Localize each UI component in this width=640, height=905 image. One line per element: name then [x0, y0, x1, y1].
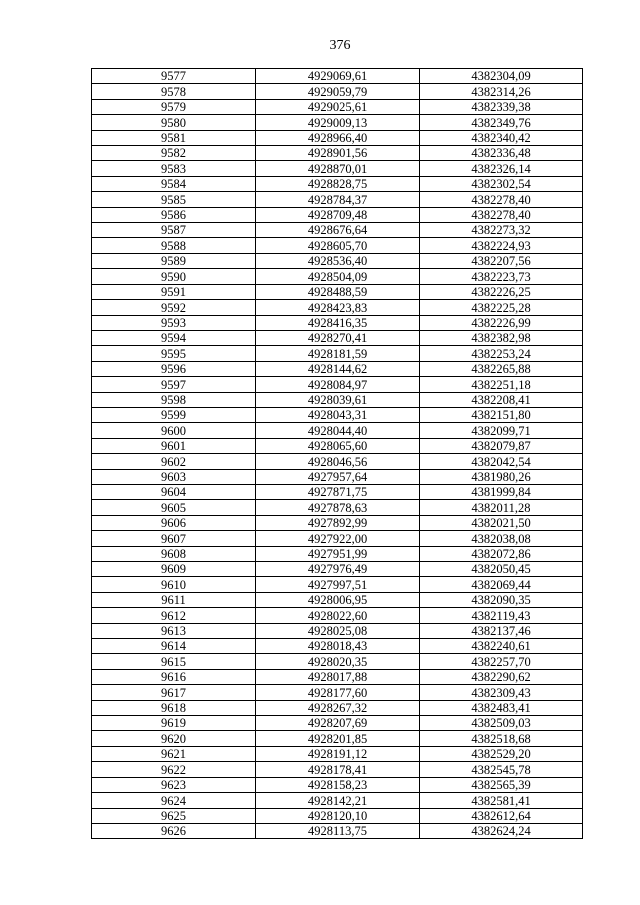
x-coordinate-cell: 4927871,75 [256, 484, 420, 499]
table-row [92, 269, 583, 284]
x-coordinate-cell: 4928270,41 [256, 330, 420, 345]
x-coordinate-cell: 4928504,09 [256, 269, 420, 284]
table-row [92, 407, 583, 422]
point-number-cell: 9582 [92, 146, 256, 161]
y-coordinate-cell: 4382581,41 [420, 793, 583, 808]
point-number-cell: 9595 [92, 346, 256, 361]
y-coordinate-cell: 4382011,28 [420, 500, 583, 515]
y-coordinate-cell: 4382339,38 [420, 99, 583, 114]
point-number-cell: 9603 [92, 469, 256, 484]
x-coordinate-cell: 4928870,01 [256, 161, 420, 176]
y-coordinate-cell: 4382042,54 [420, 454, 583, 469]
table-row [92, 700, 583, 715]
point-number-cell: 9598 [92, 392, 256, 407]
y-coordinate-cell: 4382336,48 [420, 146, 583, 161]
y-coordinate-cell: 4382304,09 [420, 69, 583, 84]
table-row [92, 793, 583, 808]
point-number-cell: 9626 [92, 823, 256, 838]
point-number-cell: 9609 [92, 562, 256, 577]
x-coordinate-cell: 4927951,99 [256, 546, 420, 561]
x-coordinate-cell: 4928113,75 [256, 823, 420, 838]
point-number-cell: 9600 [92, 423, 256, 438]
y-coordinate-cell: 4382137,46 [420, 623, 583, 638]
y-coordinate-cell: 4382021,50 [420, 515, 583, 530]
y-coordinate-cell: 4382223,73 [420, 269, 583, 284]
y-coordinate-cell: 4382545,78 [420, 762, 583, 777]
x-coordinate-cell: 4928536,40 [256, 253, 420, 268]
point-number-cell: 9623 [92, 777, 256, 792]
table-row [92, 808, 583, 823]
point-number-cell: 9579 [92, 99, 256, 114]
x-coordinate-cell: 4927997,51 [256, 577, 420, 592]
table-row [92, 592, 583, 607]
table-row [92, 484, 583, 499]
table-row [92, 777, 583, 792]
x-coordinate-cell: 4928006,95 [256, 592, 420, 607]
point-number-cell: 9610 [92, 577, 256, 592]
y-coordinate-cell: 4381999,84 [420, 484, 583, 499]
y-coordinate-cell: 4382309,43 [420, 685, 583, 700]
table-row [92, 731, 583, 746]
x-coordinate-cell: 4928177,60 [256, 685, 420, 700]
y-coordinate-cell: 4382090,35 [420, 592, 583, 607]
x-coordinate-cell: 4927892,99 [256, 515, 420, 530]
table-row [92, 300, 583, 315]
x-coordinate-cell: 4928966,40 [256, 130, 420, 145]
point-number-cell: 9594 [92, 330, 256, 345]
table-row [92, 161, 583, 176]
table-row [92, 253, 583, 268]
y-coordinate-cell: 4382509,03 [420, 716, 583, 731]
x-coordinate-cell: 4928709,48 [256, 207, 420, 222]
point-number-cell: 9618 [92, 700, 256, 715]
y-coordinate-cell: 4382240,61 [420, 639, 583, 654]
x-coordinate-cell: 4927957,64 [256, 469, 420, 484]
point-number-cell: 9587 [92, 223, 256, 238]
point-number-cell: 9616 [92, 669, 256, 684]
x-coordinate-cell: 4928158,23 [256, 777, 420, 792]
x-coordinate-cell: 4929025,61 [256, 99, 420, 114]
table-row [92, 315, 583, 330]
table-row [92, 130, 583, 145]
point-number-cell: 9612 [92, 608, 256, 623]
table-row [92, 423, 583, 438]
table-row [92, 207, 583, 222]
y-coordinate-cell: 4382257,70 [420, 654, 583, 669]
x-coordinate-cell: 4927922,00 [256, 531, 420, 546]
x-coordinate-cell: 4928120,10 [256, 808, 420, 823]
table-row [92, 361, 583, 376]
x-coordinate-cell: 4928065,60 [256, 438, 420, 453]
x-coordinate-cell: 4928267,32 [256, 700, 420, 715]
point-number-cell: 9581 [92, 130, 256, 145]
y-coordinate-cell: 4382326,14 [420, 161, 583, 176]
x-coordinate-cell: 4928784,37 [256, 192, 420, 207]
x-coordinate-cell: 4927976,49 [256, 562, 420, 577]
table-row [92, 392, 583, 407]
x-coordinate-cell: 4928142,21 [256, 793, 420, 808]
x-coordinate-cell: 4929059,79 [256, 84, 420, 99]
y-coordinate-cell: 4382251,18 [420, 377, 583, 392]
table-row [92, 84, 583, 99]
x-coordinate-cell: 4928017,88 [256, 669, 420, 684]
point-number-cell: 9613 [92, 623, 256, 638]
coordinates-table-body [92, 69, 583, 839]
point-number-cell: 9619 [92, 716, 256, 731]
y-coordinate-cell: 4382050,45 [420, 562, 583, 577]
table-row [92, 454, 583, 469]
x-coordinate-cell: 4928084,97 [256, 377, 420, 392]
point-number-cell: 9586 [92, 207, 256, 222]
page-number: 376 [329, 38, 351, 53]
table-row [92, 669, 583, 684]
point-number-cell: 9614 [92, 639, 256, 654]
point-number-cell: 9604 [92, 484, 256, 499]
table-row [92, 176, 583, 191]
x-coordinate-cell: 4928416,35 [256, 315, 420, 330]
x-coordinate-cell: 4928022,60 [256, 608, 420, 623]
point-number-cell: 9607 [92, 531, 256, 546]
y-coordinate-cell: 4382302,54 [420, 176, 583, 191]
point-number-cell: 9608 [92, 546, 256, 561]
x-coordinate-cell: 4928191,12 [256, 746, 420, 761]
table-row [92, 716, 583, 731]
point-number-cell: 9593 [92, 315, 256, 330]
table-row [92, 577, 583, 592]
table-row [92, 284, 583, 299]
point-number-cell: 9624 [92, 793, 256, 808]
table-row [92, 438, 583, 453]
y-coordinate-cell: 4382226,99 [420, 315, 583, 330]
point-number-cell: 9606 [92, 515, 256, 530]
table-row [92, 531, 583, 546]
table-row [92, 192, 583, 207]
x-coordinate-cell: 4928178,41 [256, 762, 420, 777]
table-row [92, 762, 583, 777]
table-row [92, 562, 583, 577]
y-coordinate-cell: 4382314,26 [420, 84, 583, 99]
y-coordinate-cell: 4382079,87 [420, 438, 583, 453]
point-number-cell: 9602 [92, 454, 256, 469]
x-coordinate-cell: 4928144,62 [256, 361, 420, 376]
point-number-cell: 9588 [92, 238, 256, 253]
y-coordinate-cell: 4382226,25 [420, 284, 583, 299]
point-number-cell: 9597 [92, 377, 256, 392]
point-number-cell: 9615 [92, 654, 256, 669]
y-coordinate-cell: 4382224,93 [420, 238, 583, 253]
y-coordinate-cell: 4382151,80 [420, 407, 583, 422]
x-coordinate-cell: 4928020,35 [256, 654, 420, 669]
table-row [92, 99, 583, 114]
table-row [92, 330, 583, 345]
table-row [92, 346, 583, 361]
x-coordinate-cell: 4928018,43 [256, 639, 420, 654]
point-number-cell: 9590 [92, 269, 256, 284]
point-number-cell: 9583 [92, 161, 256, 176]
table-row [92, 823, 583, 838]
y-coordinate-cell: 4382290,62 [420, 669, 583, 684]
x-coordinate-cell: 4928044,40 [256, 423, 420, 438]
table-row [92, 608, 583, 623]
table-row [92, 115, 583, 130]
point-number-cell: 9599 [92, 407, 256, 422]
table-row [92, 746, 583, 761]
x-coordinate-cell: 4927878,63 [256, 500, 420, 515]
y-coordinate-cell: 4382518,68 [420, 731, 583, 746]
table-row [92, 546, 583, 561]
x-coordinate-cell: 4928828,75 [256, 176, 420, 191]
x-coordinate-cell: 4928605,70 [256, 238, 420, 253]
y-coordinate-cell: 4381980,26 [420, 469, 583, 484]
x-coordinate-cell: 4928676,64 [256, 223, 420, 238]
y-coordinate-cell: 4382278,40 [420, 207, 583, 222]
y-coordinate-cell: 4382069,44 [420, 577, 583, 592]
x-coordinate-cell: 4928181,59 [256, 346, 420, 361]
y-coordinate-cell: 4382483,41 [420, 700, 583, 715]
y-coordinate-cell: 4382349,76 [420, 115, 583, 130]
y-coordinate-cell: 4382624,24 [420, 823, 583, 838]
point-number-cell: 9584 [92, 176, 256, 191]
y-coordinate-cell: 4382612,64 [420, 808, 583, 823]
x-coordinate-cell: 4928207,69 [256, 716, 420, 731]
x-coordinate-cell: 4928039,61 [256, 392, 420, 407]
table-row [92, 238, 583, 253]
point-number-cell: 9617 [92, 685, 256, 700]
point-number-cell: 9605 [92, 500, 256, 515]
y-coordinate-cell: 4382278,40 [420, 192, 583, 207]
point-number-cell: 9625 [92, 808, 256, 823]
table-row [92, 377, 583, 392]
x-coordinate-cell: 4928046,56 [256, 454, 420, 469]
table-row [92, 500, 583, 515]
table-row [92, 469, 583, 484]
x-coordinate-cell: 4928901,56 [256, 146, 420, 161]
point-number-cell: 9621 [92, 746, 256, 761]
table-row [92, 623, 583, 638]
y-coordinate-cell: 4382119,43 [420, 608, 583, 623]
y-coordinate-cell: 4382099,71 [420, 423, 583, 438]
x-coordinate-cell: 4929009,13 [256, 115, 420, 130]
table-row [92, 639, 583, 654]
point-number-cell: 9622 [92, 762, 256, 777]
table-row [92, 69, 583, 84]
x-coordinate-cell: 4928025,08 [256, 623, 420, 638]
y-coordinate-cell: 4382265,88 [420, 361, 583, 376]
point-number-cell: 9596 [92, 361, 256, 376]
y-coordinate-cell: 4382565,39 [420, 777, 583, 792]
table-row [92, 654, 583, 669]
point-number-cell: 9601 [92, 438, 256, 453]
table-row [92, 685, 583, 700]
point-number-cell: 9592 [92, 300, 256, 315]
y-coordinate-cell: 4382072,86 [420, 546, 583, 561]
y-coordinate-cell: 4382529,20 [420, 746, 583, 761]
y-coordinate-cell: 4382382,98 [420, 330, 583, 345]
point-number-cell: 9578 [92, 84, 256, 99]
x-coordinate-cell: 4928201,85 [256, 731, 420, 746]
x-coordinate-cell: 4929069,61 [256, 69, 420, 84]
y-coordinate-cell: 4382253,24 [420, 346, 583, 361]
y-coordinate-cell: 4382340,42 [420, 130, 583, 145]
point-number-cell: 9589 [92, 253, 256, 268]
point-number-cell: 9591 [92, 284, 256, 299]
table-row [92, 146, 583, 161]
y-coordinate-cell: 4382225,28 [420, 300, 583, 315]
y-coordinate-cell: 4382038,08 [420, 531, 583, 546]
table-row [92, 223, 583, 238]
point-number-cell: 9580 [92, 115, 256, 130]
point-number-cell: 9585 [92, 192, 256, 207]
point-number-cell: 9577 [92, 69, 256, 84]
table-row [92, 515, 583, 530]
coordinates-table [91, 68, 583, 839]
x-coordinate-cell: 4928043,31 [256, 407, 420, 422]
y-coordinate-cell: 4382208,41 [420, 392, 583, 407]
x-coordinate-cell: 4928423,83 [256, 300, 420, 315]
y-coordinate-cell: 4382207,56 [420, 253, 583, 268]
point-number-cell: 9620 [92, 731, 256, 746]
y-coordinate-cell: 4382273,32 [420, 223, 583, 238]
x-coordinate-cell: 4928488,59 [256, 284, 420, 299]
point-number-cell: 9611 [92, 592, 256, 607]
